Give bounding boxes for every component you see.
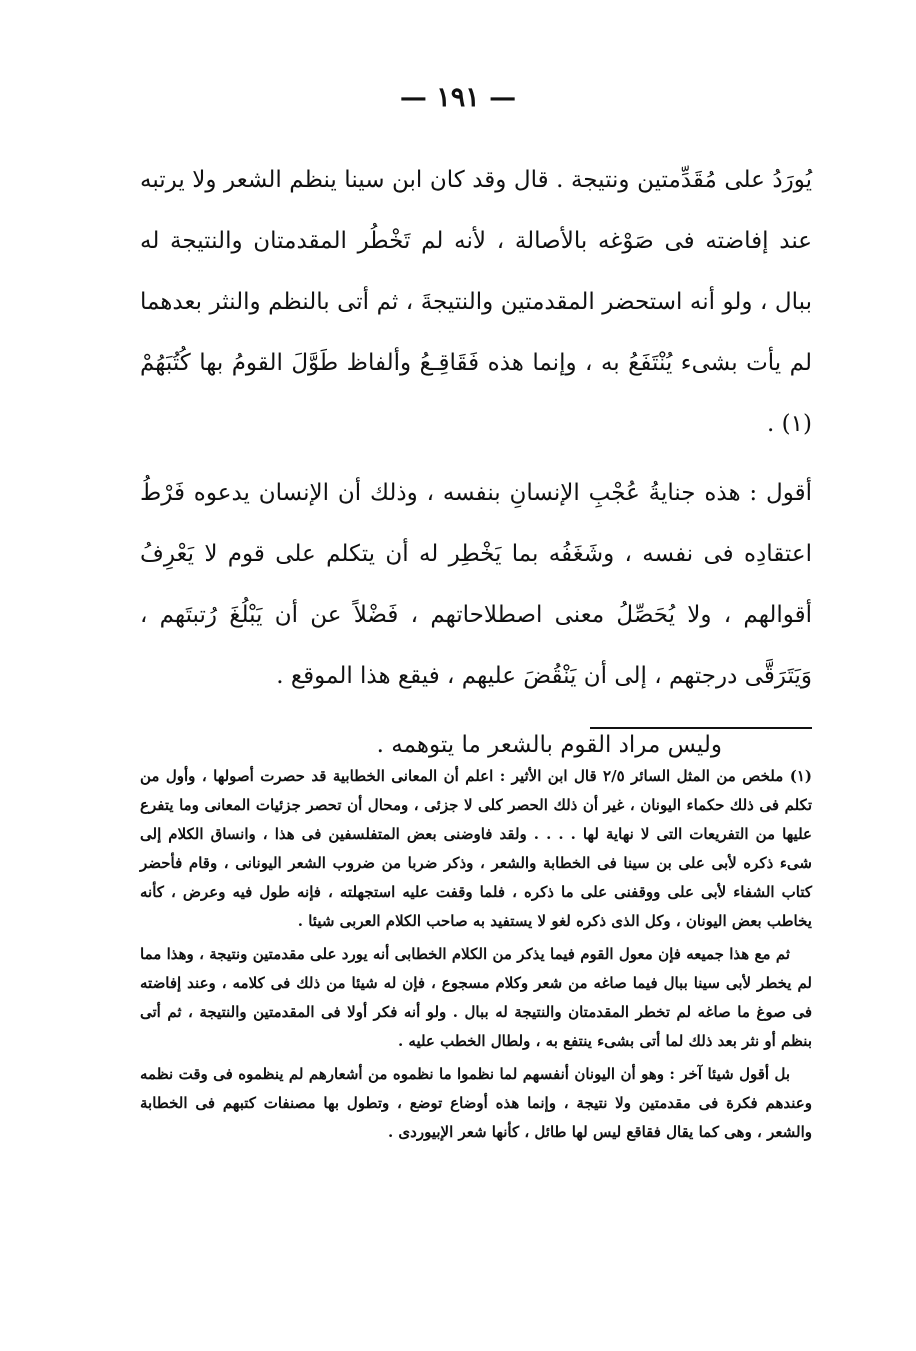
footnote-paragraph-1: (١) ملخص من المثل السائر ٢/٥ قال ابن الأثير : اعلم أن المعانى الخطابية قد حصرت أصولها ، وأول من تكلم فى ذلك حكماء اليونان ، غير أن ذلك الحصر كلى لا جزئى ، ومحال أن تحصر جزئيات المعانى وما يتفرع عليها من التفريعات التى لا نهاية لها . . . . ولقد فاوضنى بعض المتفلسفين فى هذا ، وانساق الكلام إلى شىء ذكره لأبى على بن سينا فى الخطابة والشعر ، وذكر ضربا من ضروب الشعر اليونانى ، وقام فأحضر كتاب الشفاء لأبى على ووقفنى على ما ذكره ، فلما وقفت عليه استجهلته ، فإنه طول فيه وعرض ، كأنه يخاطب بعض اليونان ، وكل الذى ذكره لغو لا يستفيد به صاحب الكلام العربى شيئا . [140, 767, 812, 930]
footnote-separator-line [590, 727, 812, 729]
body-paragraph-1: يُورَدُ على مُقَدِّمتين ونتيجة . قال وقد كان ابن سينا ينظم الشعر ولا يرتبه عند إفاضته فى صَوْغه بالأصالة ، لأنه لم تَخْطُر المقدمتان والنتيجة له ببال ، ولو أنه استحضر المقدمتين والنتيجةَ ، ثم أتى بالنظم والنثر بعدهما لم يأت بشىء يُنْتَفَعُ به ، وإنما هذه فَقَاقِـعُ وألفاظ طَوَّلَ القومُ بها كُتُبَهُمْ (١) . [140, 167, 812, 437]
footnotes-section [140, 762, 812, 1151]
body-paragraph-2: أقول : هذه جنايةُ عُجْبِ الإنسانِ بنفسه ، وذلك أن الإنسان يدعوه فَرْطُ اعتقادِه فى نفسه ، وشَغَفُه بما يَخْطِر له أن يتكلم على قوم لا يَعْرِفُ أقوالهم ، ولا يُحَصِّلُ معنى اصطلاحاتهم ، فَضْلاً عن أن يَبْلُغَ رُتبتَهم ، وَيَتَرَقَّى درجتهم ، إلى أن يَنْقُضَ عليهم ، فيقع هذا الموقع . [140, 480, 812, 689]
footnote-paragraph-2: ثم مع هذا جميعه فإن معول القوم فيما يذكر من الكلام الخطابى أنه يورد على مقدمتين ونتيجة ، وهذا مما لم يخطر لأبى سينا ببال فيما صاغه من شعر وكلام مسجوع ، فإن له شيئا من ذلك فى كلامه ، وعند إفاضته فى صوغ ما صاغه لم تخطر المقدمتان والنتيجة له ببال . ولو أنه فكر أولا فى المقدمتين والنتيجة ، ثم أتى بنظم أو نثر بعد ذلك لما أتى بشىء ينتفع به ، ولطال الخطب عليه . [140, 945, 812, 1050]
body-paragraph-3: وليس مراد القوم بالشعر ما يتوهمه . [376, 732, 722, 758]
footnote-paragraph-3: بل أقول شيئا آخر : وهو أن اليونان أنفسهم لما نظموا ما نظموه من أشعارهم لم ينظموه فى وقت نظمه وعندهم فكرة فى مقدمتين ولا نتيجة ، وإنما هذه أوضاع توضع ، وتطول بها مصنفات كتبهم فى الخطابة والشعر ، وهى كما يقال فقاقع ليس لها طائل ، كأنها شعر الإبيوردى . [140, 1065, 812, 1141]
main-body-text [140, 150, 812, 776]
page-number: — ١٩١ — [399, 82, 517, 113]
